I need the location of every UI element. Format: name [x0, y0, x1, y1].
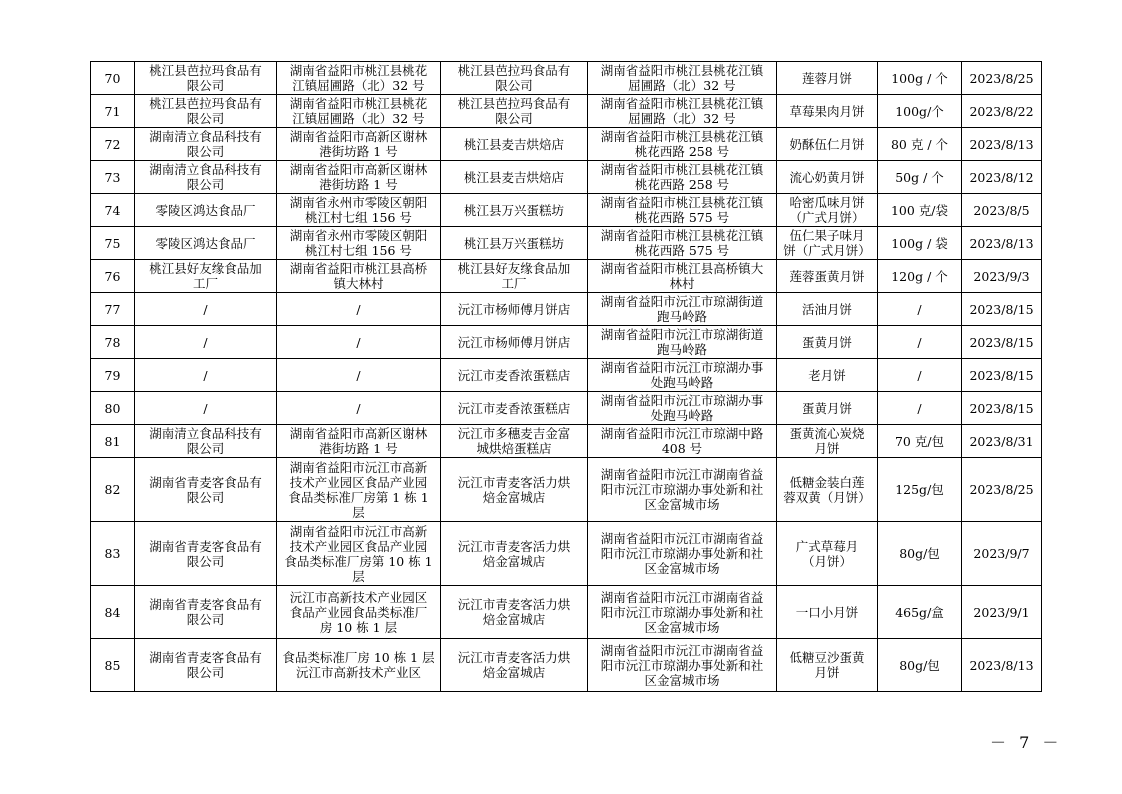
- row-number: 79: [91, 359, 135, 392]
- product-name: 低糖豆沙蛋黄 月饼: [777, 639, 878, 692]
- seller-address: 湖南省益阳市沅江市琼湖中路 408 号: [588, 425, 777, 458]
- producer-address: 湖南省永州市零陵区朝阳 桃江村七组 156 号: [277, 194, 441, 227]
- product-name: 蛋黄月饼: [777, 326, 878, 359]
- product-name: 伍仁果子味月 饼（广式月饼）: [777, 227, 878, 260]
- seller-address: 湖南省益阳市沅江市琼湖街道 跑马岭路: [588, 293, 777, 326]
- seller-name: 桃江县麦吉烘焙店: [441, 161, 588, 194]
- producer-address: /: [277, 359, 441, 392]
- product-spec: /: [878, 293, 962, 326]
- producer-name: 零陵区鸿达食品厂: [135, 227, 277, 260]
- seller-name: 沅江市多穗麦吉金富 城烘焙蛋糕店: [441, 425, 588, 458]
- product-name: 流心奶黄月饼: [777, 161, 878, 194]
- page-number: － 7 －: [990, 733, 1063, 752]
- producer-name: 湖南省青麦客食品有 限公司: [135, 586, 277, 639]
- product-spec: 100g / 袋: [878, 227, 962, 260]
- seller-name: 桃江县万兴蛋糕坊: [441, 194, 588, 227]
- product-spec: 80 克 / 个: [878, 128, 962, 161]
- seller-address: 湖南省益阳市桃江县桃花江镇 屈圃路（北）32 号: [588, 95, 777, 128]
- seller-address: 湖南省益阳市沅江市湖南省益 阳市沅江市琼湖办事处新和社 区金富城市场: [588, 458, 777, 522]
- product-name: 蛋黄流心炭烧 月饼: [777, 425, 878, 458]
- producer-name: 湖南清立食品科技有 限公司: [135, 161, 277, 194]
- producer-name: 桃江县芭拉玛食品有 限公司: [135, 95, 277, 128]
- producer-address: 湖南省永州市零陵区朝阳 桃江村七组 156 号: [277, 227, 441, 260]
- table-row: [91, 586, 1042, 639]
- product-name: 草莓果肉月饼: [777, 95, 878, 128]
- table-row: [91, 639, 1042, 692]
- row-number: 72: [91, 128, 135, 161]
- seller-address: 湖南省益阳市沅江市湖南省益 阳市沅江市琼湖办事处新和社 区金富城市场: [588, 522, 777, 586]
- product-spec: 100g/个: [878, 95, 962, 128]
- table-row: [91, 128, 1042, 161]
- producer-address: 沅江市高新技术产业园区 食品产业园食品类标准厂 房 10 栋 1 层: [277, 586, 441, 639]
- product-spec: 125g/包: [878, 458, 962, 522]
- producer-name: 湖南清立食品科技有 限公司: [135, 425, 277, 458]
- table-row: [91, 62, 1042, 95]
- producer-name: /: [135, 359, 277, 392]
- product-name: 低糖金装白莲 蓉双黄（月饼）: [777, 458, 878, 522]
- producer-address: 湖南省益阳市沅江市高新 技术产业园区食品产业园 食品类标准厂房第 1 栋 1 层: [277, 458, 441, 522]
- seller-name: 桃江县好友缘食品加 工厂: [441, 260, 588, 293]
- table-row: [91, 161, 1042, 194]
- production-date: 2023/8/25: [962, 62, 1042, 95]
- seller-address: 湖南省益阳市桃江县高桥镇大 林村: [588, 260, 777, 293]
- producer-name: /: [135, 326, 277, 359]
- producer-address: 食品类标准厂房 10 栋 1 层 沅江市高新技术产业区: [277, 639, 441, 692]
- product-name: 蛋黄月饼: [777, 392, 878, 425]
- producer-address: 湖南省益阳市桃江县高桥 镇大林村: [277, 260, 441, 293]
- seller-name: 沅江市青麦客活力烘 焙金富城店: [441, 639, 588, 692]
- table-row: [91, 458, 1042, 522]
- producer-address: /: [277, 293, 441, 326]
- table-row: [91, 194, 1042, 227]
- seller-name: 桃江县芭拉玛食品有 限公司: [441, 95, 588, 128]
- seller-name: 沅江市青麦客活力烘 焙金富城店: [441, 586, 588, 639]
- production-date: 2023/8/25: [962, 458, 1042, 522]
- seller-name: 沅江市麦香浓蛋糕店: [441, 392, 588, 425]
- producer-name: 湖南省青麦客食品有 限公司: [135, 639, 277, 692]
- production-date: 2023/8/13: [962, 639, 1042, 692]
- table-row: [91, 227, 1042, 260]
- row-number: 75: [91, 227, 135, 260]
- row-number: 77: [91, 293, 135, 326]
- production-date: 2023/9/3: [962, 260, 1042, 293]
- producer-name: 桃江县芭拉玛食品有 限公司: [135, 62, 277, 95]
- producer-address: /: [277, 326, 441, 359]
- product-spec: 80g/包: [878, 639, 962, 692]
- producer-address: 湖南省益阳市高新区谢林 港街坊路 1 号: [277, 425, 441, 458]
- production-date: 2023/8/22: [962, 95, 1042, 128]
- production-date: 2023/8/31: [962, 425, 1042, 458]
- seller-address: 湖南省益阳市沅江市琼湖办事 处跑马岭路: [588, 359, 777, 392]
- producer-address: 湖南省益阳市桃江县桃花 江镇屈圃路（北）32 号: [277, 95, 441, 128]
- table-row: [91, 95, 1042, 128]
- producer-name: /: [135, 293, 277, 326]
- row-number: 85: [91, 639, 135, 692]
- production-date: 2023/8/5: [962, 194, 1042, 227]
- row-number: 70: [91, 62, 135, 95]
- producer-name: 湖南省青麦客食品有 限公司: [135, 458, 277, 522]
- row-number: 84: [91, 586, 135, 639]
- row-number: 78: [91, 326, 135, 359]
- table-row: [91, 359, 1042, 392]
- product-spec: 100 克/袋: [878, 194, 962, 227]
- production-date: 2023/8/15: [962, 392, 1042, 425]
- row-number: 81: [91, 425, 135, 458]
- seller-address: 湖南省益阳市沅江市琼湖办事 处跑马岭路: [588, 392, 777, 425]
- product-name: 活油月饼: [777, 293, 878, 326]
- product-spec: 100g / 个: [878, 62, 962, 95]
- production-date: 2023/8/15: [962, 293, 1042, 326]
- product-spec: 50g / 个: [878, 161, 962, 194]
- production-date: 2023/8/13: [962, 227, 1042, 260]
- sample-table: [90, 61, 1042, 692]
- seller-name: 桃江县麦吉烘焙店: [441, 128, 588, 161]
- product-spec: /: [878, 392, 962, 425]
- product-spec: 70 克/包: [878, 425, 962, 458]
- producer-address: /: [277, 392, 441, 425]
- product-name: 莲蓉蛋黄月饼: [777, 260, 878, 293]
- seller-name: 沅江市杨师傅月饼店: [441, 326, 588, 359]
- seller-name: 沅江市麦香浓蛋糕店: [441, 359, 588, 392]
- producer-name: 湖南清立食品科技有 限公司: [135, 128, 277, 161]
- row-number: 76: [91, 260, 135, 293]
- product-spec: 80g/包: [878, 522, 962, 586]
- seller-address: 湖南省益阳市沅江市湖南省益 阳市沅江市琼湖办事处新和社 区金富城市场: [588, 586, 777, 639]
- table-row: [91, 326, 1042, 359]
- production-date: 2023/9/1: [962, 586, 1042, 639]
- product-spec: /: [878, 359, 962, 392]
- product-name: 广式草莓月 （月饼）: [777, 522, 878, 586]
- producer-name: /: [135, 392, 277, 425]
- product-name: 一口小月饼: [777, 586, 878, 639]
- seller-address: 湖南省益阳市桃江县桃花江镇 桃花西路 575 号: [588, 194, 777, 227]
- production-date: 2023/8/15: [962, 326, 1042, 359]
- seller-name: 桃江县万兴蛋糕坊: [441, 227, 588, 260]
- row-number: 82: [91, 458, 135, 522]
- row-number: 80: [91, 392, 135, 425]
- production-date: 2023/8/12: [962, 161, 1042, 194]
- production-date: 2023/9/7: [962, 522, 1042, 586]
- seller-name: 桃江县芭拉玛食品有 限公司: [441, 62, 588, 95]
- producer-address: 湖南省益阳市沅江市高新 技术产业园区食品产业园 食品类标准厂房第 10 栋 1 层: [277, 522, 441, 586]
- table-row: [91, 392, 1042, 425]
- seller-address: 湖南省益阳市桃江县桃花江镇 屈圃路（北）32 号: [588, 62, 777, 95]
- seller-name: 沅江市青麦客活力烘 焙金富城店: [441, 458, 588, 522]
- product-name: 哈密瓜味月饼 （广式月饼）: [777, 194, 878, 227]
- producer-name: 零陵区鸿达食品厂: [135, 194, 277, 227]
- producer-address: 湖南省益阳市高新区谢林 港街坊路 1 号: [277, 128, 441, 161]
- table-row: [91, 522, 1042, 586]
- production-date: 2023/8/13: [962, 128, 1042, 161]
- seller-name: 沅江市杨师傅月饼店: [441, 293, 588, 326]
- seller-address: 湖南省益阳市桃江县桃花江镇 桃花西路 258 号: [588, 128, 777, 161]
- product-spec: 120g / 个: [878, 260, 962, 293]
- table-row: [91, 425, 1042, 458]
- seller-address: 湖南省益阳市桃江县桃花江镇 桃花西路 258 号: [588, 161, 777, 194]
- seller-address: 湖南省益阳市沅江市湖南省益 阳市沅江市琼湖办事处新和社 区金富城市场: [588, 639, 777, 692]
- product-spec: 465g/盒: [878, 586, 962, 639]
- table-row: [91, 260, 1042, 293]
- seller-name: 沅江市青麦客活力烘 焙金富城店: [441, 522, 588, 586]
- product-name: 奶酥伍仁月饼: [777, 128, 878, 161]
- seller-address: 湖南省益阳市桃江县桃花江镇 桃花西路 575 号: [588, 227, 777, 260]
- seller-address: 湖南省益阳市沅江市琼湖街道 跑马岭路: [588, 326, 777, 359]
- product-name: 老月饼: [777, 359, 878, 392]
- row-number: 74: [91, 194, 135, 227]
- producer-name: 桃江县好友缘食品加 工厂: [135, 260, 277, 293]
- row-number: 73: [91, 161, 135, 194]
- producer-address: 湖南省益阳市高新区谢林 港街坊路 1 号: [277, 161, 441, 194]
- row-number: 83: [91, 522, 135, 586]
- producer-name: 湖南省青麦客食品有 限公司: [135, 522, 277, 586]
- product-spec: /: [878, 326, 962, 359]
- table-row: [91, 293, 1042, 326]
- product-name: 莲蓉月饼: [777, 62, 878, 95]
- production-date: 2023/8/15: [962, 359, 1042, 392]
- producer-address: 湖南省益阳市桃江县桃花 江镇屈圃路（北）32 号: [277, 62, 441, 95]
- row-number: 71: [91, 95, 135, 128]
